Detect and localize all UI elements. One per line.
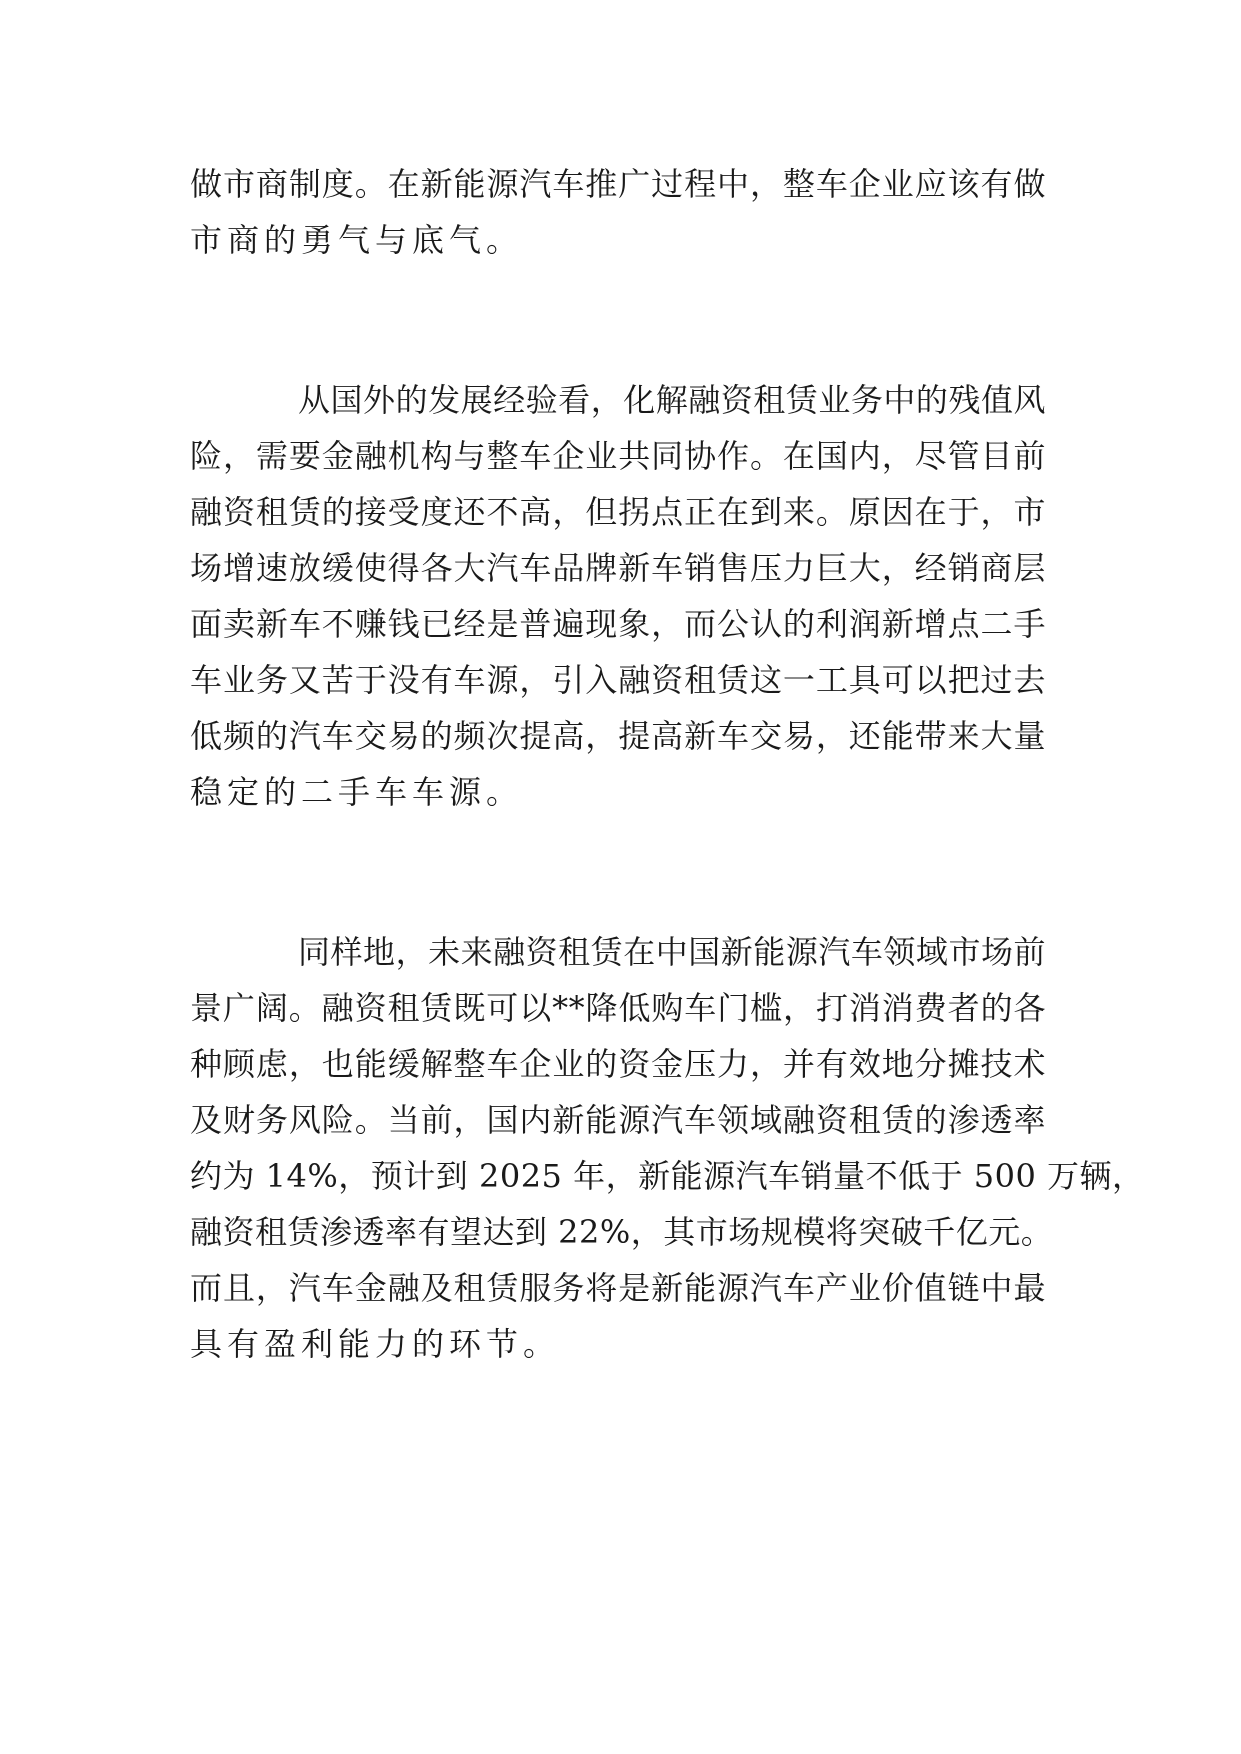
paragraph-1-line-1: 做市商制度。在新能源汽车推广过程中，整车企业应该有做	[190, 165, 1046, 203]
paragraph-2-line-7: 低频的汽车交易的频次提高，提高新车交易，还能带来大量	[190, 717, 1046, 755]
paragraph-1-line-2: 市商的勇气与底气。	[190, 221, 524, 259]
paragraph-3-line-7: 而且，汽车金融及租赁服务将是新能源汽车产业价值链中最	[190, 1269, 1046, 1307]
paragraph-3-line-4: 及财务风险。当前，国内新能源汽车领域融资租赁的渗透率	[190, 1101, 1046, 1139]
paragraph-3-line-2: 景广阔。融资租赁既可以**降低购车门槛，打消消费者的各	[190, 989, 1046, 1027]
paragraph-3-line-6: 融资租赁渗透率有望达到 22%，其市场规模将突破千亿元。	[190, 1213, 1054, 1251]
paragraph-2-line-1: 从国外的发展经验看，化解融资租赁业务中的残值风	[298, 381, 1046, 419]
paragraph-2-line-2: 险，需要金融机构与整车企业共同协作。在国内，尽管目前	[190, 437, 1046, 475]
paragraph-2-line-4: 场增速放缓使得各大汽车品牌新车销售压力巨大，经销商层	[190, 549, 1046, 587]
paragraph-3-line-3: 种顾虑，也能缓解整车企业的资金压力，并有效地分摊技术	[190, 1045, 1046, 1083]
paragraph-3-line-5: 约为 14%，预计到 2025 年，新能源汽车销量不低于 500 万辆，	[190, 1157, 1145, 1195]
paragraph-2-line-5: 面卖新车不赚钱已经是普遍现象，而公认的利润新增点二手	[190, 605, 1046, 643]
paragraph-2-line-3: 融资租赁的接受度还不高，但拐点正在到来。原因在于，市	[190, 493, 1046, 531]
paragraph-3-line-8: 具有盈利能力的环节。	[190, 1325, 561, 1363]
paragraph-3-line-1: 同样地，未来融资租赁在中国新能源汽车领域市场前	[298, 933, 1046, 971]
paragraph-2-line-8: 稳定的二手车车源。	[190, 773, 524, 811]
paragraph-2-line-6: 车业务又苦于没有车源，引入融资租赁这一工具可以把过去	[190, 661, 1046, 699]
